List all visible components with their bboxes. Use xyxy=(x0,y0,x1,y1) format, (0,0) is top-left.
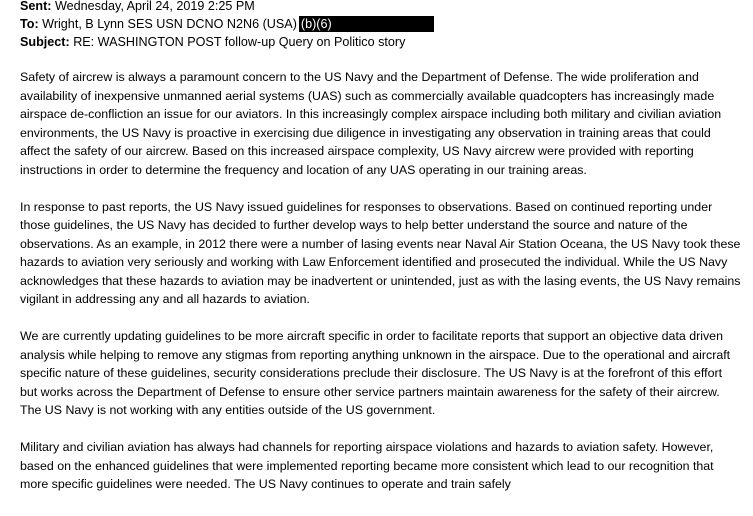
body-paragraph-3: We are currently updating guidelines to be more aircraft specific in order to facilitate reports that support an objective data driven analysis while helping to remove any stigmas from reporting anything unknown in the airspace. Due to the operational and aircraft specific nature of these guidelines, security considerations preclude their disclosure. The US Navy is at the forefront of this effort but works across the Department of Defense to ensure other service partners maintain awareness for the safety of their aircrew. The US Navy is not working with any entities outside of the US government. xyxy=(20,329,731,417)
sent-line xyxy=(20,0,745,15)
sent-value: Wednesday, April 24, 2019 2:25 PM xyxy=(54,0,255,13)
subject-line xyxy=(20,33,745,51)
subject-label: Subject: xyxy=(20,35,70,49)
redaction-label: (b)(6) xyxy=(300,17,332,31)
email-header xyxy=(20,0,745,51)
body-paragraph-4: Military and civilian aviation has always had channels for reporting airspace violations and hazards to aviation safety. However, based on the enhanced guidelines that were implemented reporting became more consistent which lead to our recognition that more specific guidelines were needed. The US Navy continues to operate and train safely xyxy=(20,440,714,491)
to-line xyxy=(20,15,745,33)
subject-value: RE: WASHINGTON POST follow-up Query on Politico story xyxy=(73,35,406,49)
email-body xyxy=(20,68,742,512)
sent-label: Sent: xyxy=(20,0,52,13)
to-label: To: xyxy=(20,17,39,31)
body-paragraph-1: Safety of aircrew is always a paramount concern to the US Navy and the Department of Defense. The wide proliferation and availability of inexpensive unmanned aerial systems (UAS) such as commercially available quadcopters has increasingly made airspace de-confliction an issue for our aviators. In this increasingly complex airspace including both military and civilian aviation environments, the US Navy is proactive in exercising due diligence in investigating any observation in training areas that could affect the safety of our aircrew. Based on this increased airspace complexity, US Navy aircrew were provided with reporting instructions in order to determine the frequency and location of any UAS operating in our training areas. xyxy=(20,70,722,177)
redaction-block xyxy=(334,16,434,32)
to-value: Wright, B Lynn SES USN DCNO N2N6 (USA) xyxy=(42,17,297,31)
body-paragraph-2: In response to past reports, the US Navy issued guidelines for responses to observations. Based on continued reporting under those guidelines, the US Navy has decided to further develop ways to help better understand the source and nature of the observations. As an example, in 2012 there were a number of lasing events near Naval Air Station Oceana, the US Navy took these hazards to aviation very seriously and working with Law Enforcement identified and prosecuted the individual. While the US Navy acknowledges that these hazards to aviation may be inadvertent or unintended, just as with the lasing events, the US Navy remains vigilant in addressing any and all hazards to aviation. xyxy=(20,199,741,306)
